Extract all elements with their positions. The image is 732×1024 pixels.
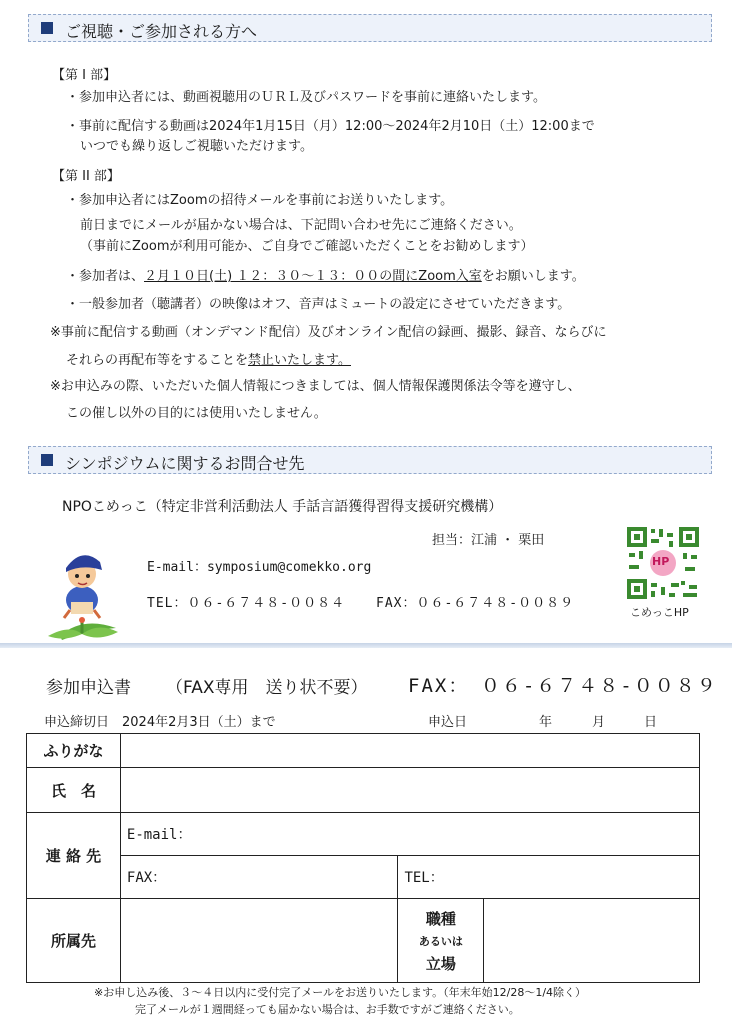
form-fax-number: FAX： ０６-６７４８-００８９ — [408, 675, 718, 697]
part2-heading: 【第 II 部】 — [52, 169, 120, 184]
email-field[interactable]: E-mail： — [120, 813, 699, 856]
part2-line: ・一般参加者（聴講者）の映像はオフ、音声はミュートの設定にさせていただきます。 — [66, 297, 571, 312]
part1-heading: 【第 Ⅰ 部】 — [52, 68, 117, 83]
part1-line: いつでも繰り返しご視聴いただけます。 — [80, 139, 313, 154]
square-bullet-icon — [41, 454, 53, 466]
part2-line: 前日までにメールが届かない場合は、下記問い合わせ先にご連絡ください。 — [80, 218, 522, 233]
zoom-line-suffix: をお願いします。 — [481, 269, 585, 284]
form-title: 参加申込書 — [46, 678, 131, 698]
qr-caption: こめっこHP — [630, 606, 689, 619]
deadline: 申込締切日 2024年2月3日（土）まで — [44, 715, 276, 730]
contact-fax: FAX：０６-６７４８-００８９ — [376, 596, 575, 611]
contact-email: E-mail：symposium@comekko.org — [147, 560, 372, 575]
contact-person: 担当：江浦 ・ 栗田 — [432, 533, 545, 548]
notice-text: それらの再配布等をすることを — [66, 353, 249, 368]
job-label-line: 職種 — [425, 909, 456, 928]
section-title: ご視聴・ご参加される方へ — [65, 22, 258, 41]
job-label — [398, 899, 484, 983]
section-header-viewers — [28, 14, 712, 42]
job-field[interactable] — [484, 899, 700, 983]
tel-field[interactable]: TEL： — [398, 856, 700, 899]
notice-prohibited: 禁止いたします。 — [248, 353, 351, 368]
affiliation-field[interactable] — [120, 899, 398, 983]
job-label-line: あるいは — [418, 934, 463, 948]
square-bullet-icon — [41, 22, 53, 34]
notice-line: ※事前に配信する動画（オンデマンド配信）及びオンライン配信の録画、撮影、録音、ならびに — [50, 325, 607, 340]
fax-field[interactable]: FAX： — [120, 856, 398, 899]
organization-name: NPOこめっこ（特定非営利活動法人 手話言語獲得習得支援研究機構） — [62, 499, 503, 515]
contact-label: 連 絡 先 — [27, 813, 121, 899]
furigana-label: ふりがな — [27, 734, 121, 768]
footer-note: 完了メールが１週間経っても届かない場合は、お手数ですがご連絡ください。 — [135, 1003, 520, 1016]
part2-line: （事前にZoomが利用可能か、ご自身でご確認いただくことをお勧めします） — [80, 239, 534, 254]
mascot-illustration — [42, 538, 122, 646]
furigana-field[interactable] — [120, 734, 699, 768]
part1-line: ・参加申込者には、動画視聴用のＵＲＬ及びパスワードを事前に連絡いたします。 — [66, 90, 546, 105]
contact-tel: TEL：０６-６７４８-００８４ — [147, 596, 346, 611]
qr-code[interactable] — [625, 525, 701, 601]
notice-line: この催し以外の目的には使用いたしません。 — [66, 406, 327, 421]
application-form-table — [26, 733, 700, 983]
affiliation-label: 所属先 — [27, 899, 121, 983]
part1-line: ・事前に配信する動画は2024年1月15日（月）12:00～2024年2月10日（土）12:00まで — [66, 119, 595, 134]
section-title: シンポジウムに関するお問合せ先 — [65, 454, 305, 473]
qr-hp-badge: HP — [652, 555, 670, 568]
section-header-inquiry — [28, 446, 712, 474]
apply-date-label: 申込日 — [428, 715, 468, 730]
job-label-line: 立場 — [425, 954, 456, 973]
section-divider — [0, 643, 732, 648]
apply-month-label: 月 — [592, 715, 606, 730]
notice-line — [66, 349, 351, 368]
notice-line: ※お申込みの際、いただいた個人情報につきましては、個人情報保護関係法令等を遵守し、 — [50, 379, 581, 394]
footer-note: ※お申し込み後、３～４日以内に受付完了メールをお送りいたします。（年末年始12/28～1/4除く） — [94, 986, 587, 999]
part2-line-zoom — [66, 265, 585, 284]
name-field[interactable] — [120, 768, 699, 813]
zoom-entry-time: ２月１０日(土) １２：３０～１３：００の間にZoom入室 — [144, 269, 482, 284]
name-label: 氏 名 — [27, 768, 121, 813]
apply-year-label: 年 — [539, 715, 553, 730]
zoom-line-prefix: ・参加者は、 — [66, 269, 145, 284]
form-subtitle: （FAX専用 送り状不要） — [166, 678, 368, 698]
apply-day-label: 日 — [644, 715, 658, 730]
part2-line: ・参加申込者にはZoomの招待メールを事前にお送りいたします。 — [66, 193, 454, 208]
